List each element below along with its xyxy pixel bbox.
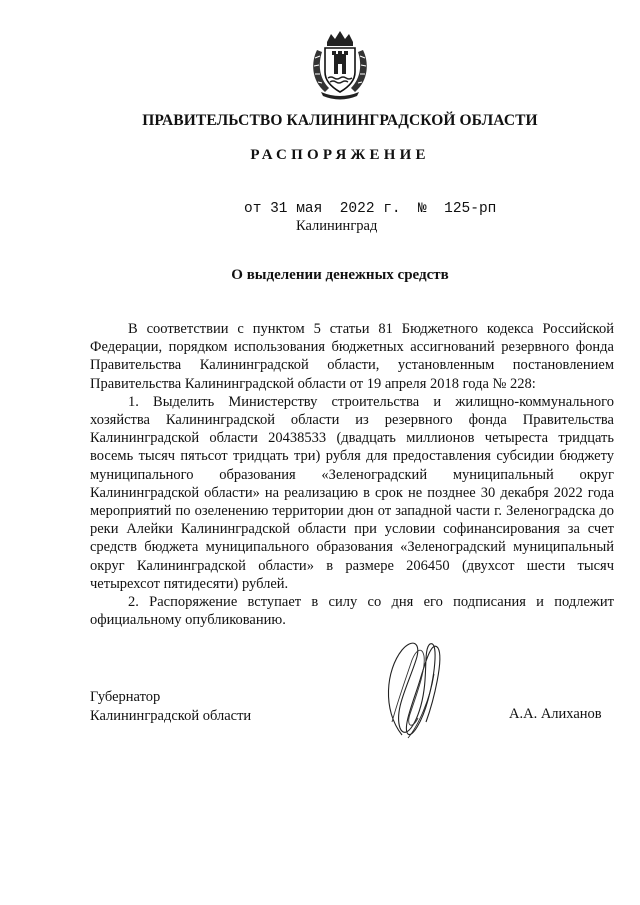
signer-position-line-1: Губернатор <box>90 689 161 705</box>
handwritten-signature <box>372 630 452 745</box>
paragraph-item-2: 2. Распоряжение вступает в силу со дня его подписания и подлежит официальному опубликованию. <box>90 594 614 629</box>
paragraph-preamble: В соответствии с пунктом 5 статьи 81 Бюджетного кодекса Российской Федерации, порядком использования бюджетных ассигнований резервного фонда Правительства Калининградской области, установленным постановлением Правительства Калининградской области от 19 апреля 2018 года № 228: <box>90 321 614 392</box>
paragraph-item-1: 1. Выделить Министерству строительства и жилищно-коммунального хозяйства Калининградской области из резервного фонда Правительства Калининградской области 20438533 (двадцать миллионов четыреста тридцать восемь тысяч пятьсот тридцать три) рубля для предоставления субсидии бюджету муниципального образования «Зеленоградский муниципальный округ Калининградской области» на реализацию в срок не позднее 30 декабря 2022 года мероприятий по озеленению территории дюн от западной части г. Зеленоградска до реки Алейки Калининградской области при условии софинансирования за счет средств бюджета муниципального образования «Зеленоградский муниципальный округ Калининградской области» в размере 206450 (двухсот шести тысяч четырехсот пятидесяти) рублей. <box>90 393 614 592</box>
document-type: РАСПОРЯЖЕНИЕ <box>250 147 430 163</box>
document-subject: О выделении денежных средств <box>231 267 449 283</box>
signer-position-line-2: Калининградской области <box>90 707 252 724</box>
signer-name: А.А. Алиханов <box>509 706 602 722</box>
signer-position <box>90 688 251 725</box>
coat-of-arms-icon <box>307 28 373 100</box>
city: Калининград <box>296 218 378 234</box>
date-and-number: от 31 мая 2022 г. № 125-рп <box>244 201 497 217</box>
government-title: ПРАВИТЕЛЬСТВО КАЛИНИНГРАДСКОЙ ОБЛАСТИ <box>142 112 538 129</box>
document-body <box>90 320 614 629</box>
